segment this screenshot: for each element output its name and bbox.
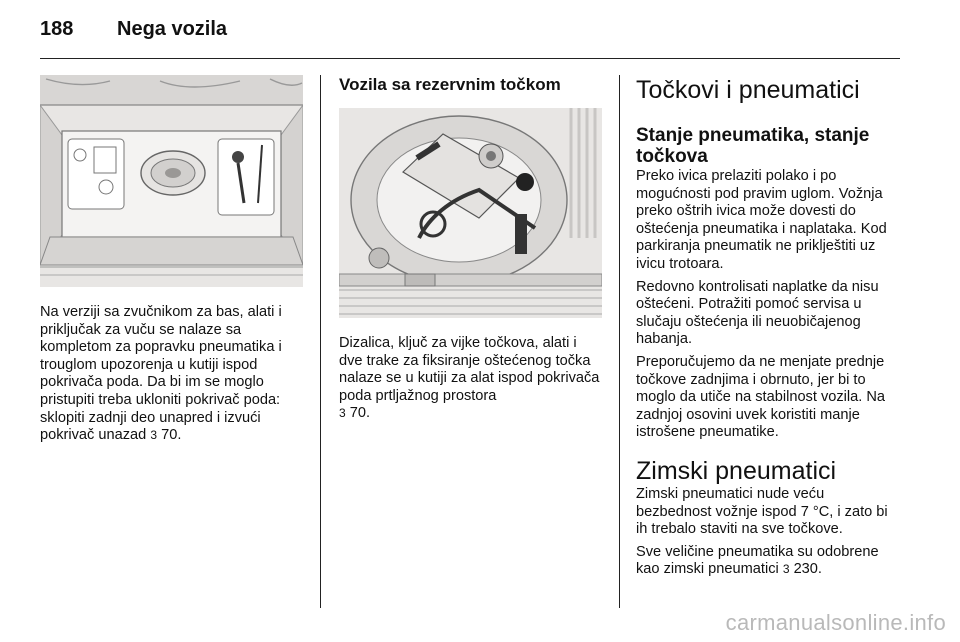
paragraph: Preko ivica prelaziti polako i po mogućnosti pod pravim uglom. Vožnja preko oštrih ivica može dovesti do oštećenja pneumatika i naplataka. Kod parkiranja pneumatik ne priklještiti uz ivicu trotoara. [636,168,887,272]
spare-wheel-tools-illustration [339,108,602,318]
column-divider-1 [320,75,321,608]
reference-arrow-icon: 3 [339,406,346,421]
paragraph: Redovno kontrolisati naplatke da nisu oštećeni. Potražiti pomoć servisa u slučaju oštećenja ili neuobičajenog habanja. [636,278,879,348]
page-reference[interactable]: 70. [161,427,182,444]
reference-arrow-icon: 3 [150,428,158,443]
page-number: 188 [40,18,74,40]
column-1 [40,75,303,445]
subsection-heading-tire-condition: Stanje pneumatika, stanje točkova [636,125,870,167]
paragraph: Zimski pneumatici nude veću bezbednost vožnje ispod 7 °C, i zato bi ih trebalo staviti na sve točkove. [636,485,888,538]
column-divider-2 [619,75,620,608]
trunk-speaker-illustration [40,75,303,287]
column-2-body: Dizalica, ključ za vijke točkova, alati i dve trake za fiksiranje oštećenog točka nalaze se u kutiji za alat ispod pokrivača poda prtljažnog prostora [339,335,600,404]
column-1-body: Na verziji sa zvučnikom za bas, alati i priključak za vuču se nalaze sa kompletom za popravku pneumatika i trouglom upozorenja u kutiji ispod pokrivača poda. Da bi im se moglo pristupiti treba ukloniti pokrivač poda: sklopiti zadnji deo unapred i izvući pokrivač unazad [40,304,282,444]
subsection-heading-winter-tires: Zimski pneumatici [636,456,837,485]
column-1-text [40,304,303,445]
watermark: carmanualsonline.info [725,610,946,635]
paragraph-body: Sve veličine pneumatika su odobrene kao zimski pneumatici [636,543,879,578]
paragraph: Preporučujemo da ne menjate prednje točkove zadnjima i obrnuto, jer bi to moglo da utiče na stabilnost vozila. Na zadnjoj osovini uvek koristiti manje istrošene pneumatike. [636,353,886,441]
column-2-text [339,335,602,423]
chapter-title: Nega vozila [117,18,228,40]
paragraph-with-reference [636,544,902,579]
column-3 [636,75,902,579]
header-rule [40,58,900,59]
page-reference[interactable]: 70. [349,405,371,422]
section-heading: Vozila sa rezervnim točkom [339,75,561,94]
page-reference[interactable]: 230. [793,561,822,578]
reference-arrow-icon: 3 [782,562,790,577]
section-title: Točkovi i pneumatici [636,76,860,104]
column-2 [339,75,602,423]
